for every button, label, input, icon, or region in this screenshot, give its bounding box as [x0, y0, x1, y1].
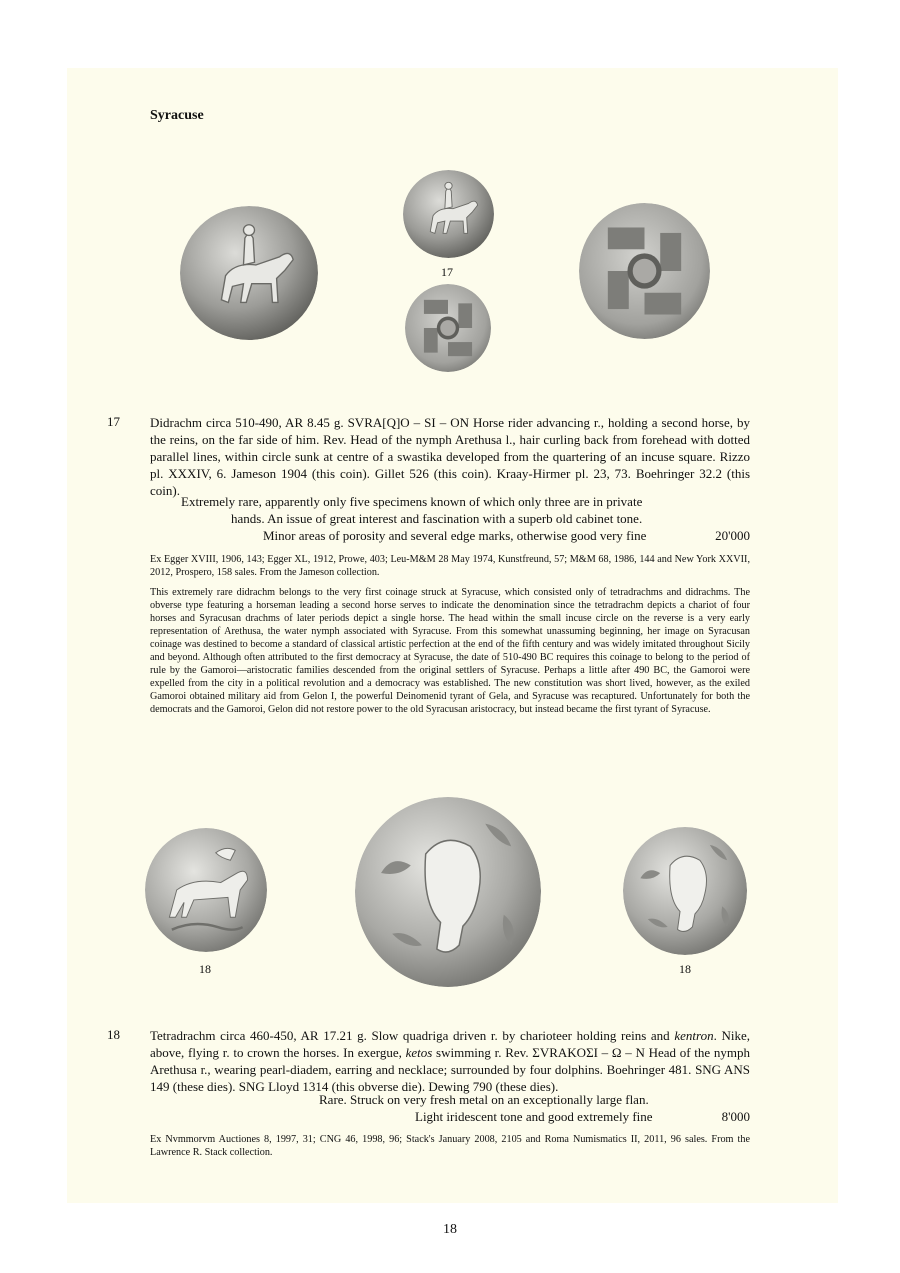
- coin-17-obverse-actual: [403, 170, 494, 258]
- coin-17-reverse-actual: [405, 284, 491, 372]
- coin-17-reverse-large: [579, 203, 710, 339]
- plate-label-18-right: 18: [679, 962, 691, 976]
- lot-18-grade-line-1: Rare. Struck on very fresh metal on an exceptionally large flan.: [319, 1092, 649, 1107]
- lot-17-grade-line-2: hands. An issue of great interest and fascination with a superb old cabinet tone.: [231, 511, 643, 526]
- coin-18-obverse: [145, 828, 267, 952]
- coin-17-obverse-large: [180, 206, 318, 340]
- page-number: 18: [443, 1222, 457, 1237]
- lot-17-grade-line-3: Minor areas of porosity and several edge marks, otherwise good very fine: [263, 528, 647, 543]
- section-title: Syracuse: [150, 108, 204, 123]
- plate-label-17: 17: [441, 265, 453, 279]
- plate-label-18-left: 18: [199, 962, 211, 976]
- lot-18-estimate: 8'000: [721, 1109, 750, 1124]
- lot-17-estimate: 20'000: [715, 528, 750, 543]
- lot-number-17: 17: [107, 414, 120, 429]
- coin-18-reverse-actual: [623, 827, 747, 955]
- lot-number-18: 18: [107, 1027, 120, 1042]
- lot-17-provenance: Ex Egger XVIII, 1906, 143; Egger XL, 1912, Prowe, 403; Leu-M&M 28 May 1974, Kunstfreund, 57; M&M 68, 1986, 144 and New York XXVII, 2012, Prospero, 158 sales. From the Jameson collection.: [150, 554, 750, 578]
- coin-18-reverse-large: [355, 797, 541, 987]
- lot-18-provenance: Ex Nvmmorvm Auctiones 8, 1997, 31; CNG 46, 1998, 96; Stack's January 2008, 2105 and Roma Numismatics II, 2011, 96 sales. From the Lawrence R. Stack collection.: [150, 1134, 750, 1158]
- lot-17-description: Didrachm circa 510-490, AR 8.45 g. SVRA[Q]O – SI – ON Horse rider advancing r., holding a second horse, by the reins, on the far side of him. Rev. Head of the nymph Arethusa l., hair curling back from forehead with dotted parallel lines, within circle sunk at centre of a swastika developed from the quartering of an incuse square. Rizzo pl. XXXIV, 6. Jameson 1904 (this coin). Gillet 526 (this coin). Kraay-Hirmer pl. 23, 73. Boehringer 32.2 (this coin).: [150, 415, 750, 498]
- lot-17-commentary: This extremely rare didrachm belongs to the very first coinage struck at Syracuse, which consisted only of tetradrachms and didrachms. The obverse type featuring a horseman leading a second horse serves to indicate the denomination since the tetradrachm depicts a chariot of four horses and Syracusan drachms of later periods depict a single horse. The head within the small incuse circle on the reverse is a very early representation of Arethusa, the water nymph associated with Syracuse. From this somewhat unassuming beginning, her image on Syracusan coinage was destined to become a standard of classical artistic perfection at the end of the fifth century and was widely imitated throughout Sicily and beyond. Although often attributed to the first democracy at Syracuse, the date of 510-490 BC requires this coinage to belong to the period of rule by the Gamoroi—aristocratic families descended from the original settlers of Syracuse. Perhaps a little after 490 BC, the Gamoroi were expelled from the city in a political revolution and a democracy was established. The new constitution was short lived, however, as the exiled Gamoroi obtained military aid from Gelon I, the powerful Deinomenid tyrant of Gela, and Syracuse was recaptured. Unfortunately for both the democrats and the Gamoroi, Gelon did not restore power to the old Syracusan aristocracy, but instead became the first tyrant of Syracuse.: [150, 587, 750, 715]
- lot-18-grade-line-2: Light iridescent tone and good extremely fine: [415, 1109, 653, 1124]
- lot-17-grade-line-1: Extremely rare, apparently only five specimens known of which only three are in private: [181, 494, 643, 509]
- lot-18-description: Tetradrachm circa 460-450, AR 17.21 g. Slow quadriga driven r. by charioteer holding reins and kentron. Nike, above, flying r. to crown the horses. In exergue, ketos swimming r. Rev. ΣVRAKOΣI – Ω – N Head of the nymph Arethusa r., wearing pearl-diadem, earring and necklace; surrounded by four dolphins. Boehringer 481. SNG ANS 149 (these dies). SNG Lloyd 1314 (this obverse die). Dewing 790 (these dies).: [150, 1028, 750, 1094]
